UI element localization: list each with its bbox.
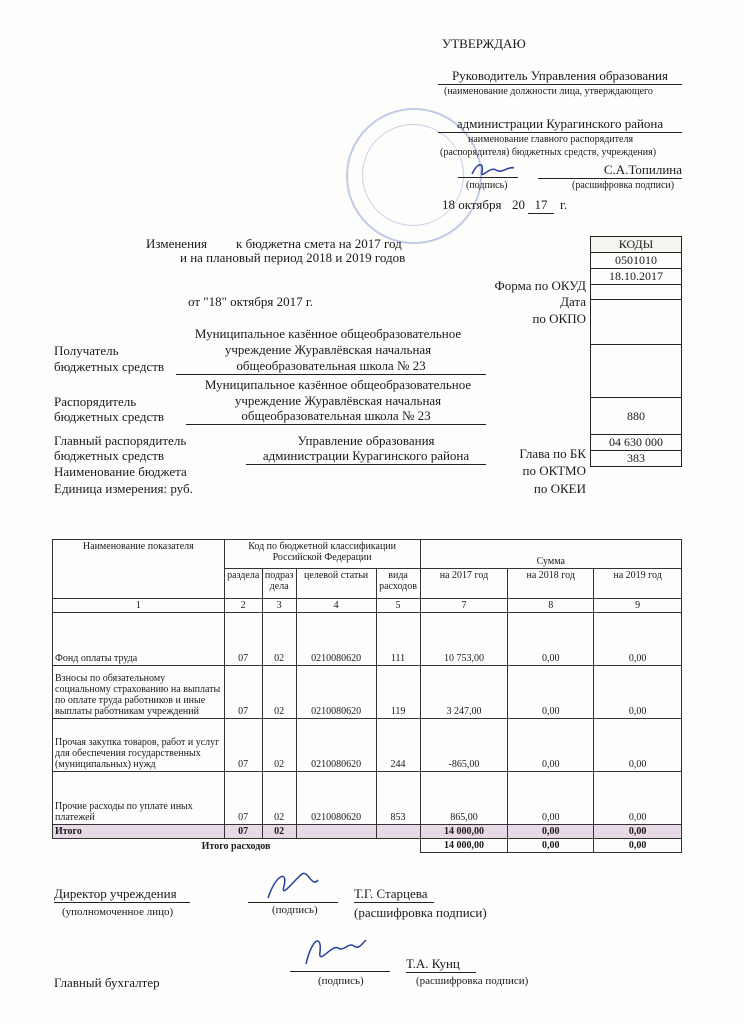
approval-date-day: 18 октября — [442, 197, 502, 212]
itogo-2017: 14 000,00 — [420, 825, 508, 839]
total-2018: 0,00 — [508, 839, 594, 853]
approval-signature-hint: (подпись) — [466, 180, 508, 191]
unit-label: Единица измерения: руб. — [54, 481, 193, 496]
row-target: 0210080620 — [296, 666, 376, 719]
glava-value: 880 — [591, 398, 682, 435]
approval-date-year-prefix: 20 — [512, 197, 525, 212]
row-2019: 0,00 — [594, 719, 682, 772]
row-2017: 865,00 — [420, 772, 508, 825]
accountant-label: Главный бухгалтер — [54, 975, 160, 990]
row-name: Фонд оплаты труда — [53, 613, 225, 666]
row-2019: 0,00 — [594, 772, 682, 825]
okud-value: 0501010 — [591, 253, 682, 269]
column-number: 8 — [508, 599, 594, 613]
row-name: Прочие расходы по уплате иных платежей — [53, 772, 225, 825]
row-name: Прочая закупка товаров, работ и услуг для обеспечения государственных (муниципальных) нужд — [53, 719, 225, 772]
director-sign-hint: (подпись) — [272, 904, 318, 916]
row-vid: 111 — [376, 613, 420, 666]
row-razdel: 07 — [224, 719, 262, 772]
approval-org-hint-2: (распорядителя) бюджетных средств, учреждения) — [440, 147, 657, 158]
codes-header: КОДЫ — [591, 237, 682, 253]
row-target: 0210080620 — [296, 772, 376, 825]
recipient-code — [591, 300, 682, 345]
itogo-target — [296, 825, 376, 839]
total-2019: 0,00 — [594, 839, 682, 853]
total-row — [53, 839, 682, 853]
accountant-sign-hint: (подпись) — [318, 975, 364, 987]
doc-date: от "18" октября 2017 г. — [188, 294, 313, 309]
header-vid: вида расходов — [376, 569, 420, 599]
row-podrazdel: 02 — [262, 719, 296, 772]
table-row — [53, 772, 682, 825]
header-podrazdel: подраз дела — [262, 569, 296, 599]
okud-label: Форма по ОКУД — [494, 278, 586, 293]
approval-position-hint: (наименование должности лица, утверждающего — [444, 86, 653, 97]
date-label: Дата — [560, 294, 586, 309]
budget-table — [52, 539, 682, 853]
row-podrazdel: 02 — [262, 772, 296, 825]
row-2018: 0,00 — [508, 719, 594, 772]
okei-value: 383 — [591, 451, 682, 467]
approval-title: УТВЕРЖДАЮ — [442, 36, 526, 51]
header-2019: на 2019 год — [594, 569, 682, 599]
row-2018: 0,00 — [508, 772, 594, 825]
main-line-1: Управление образования — [297, 433, 435, 448]
header-name: Наименование показателя — [53, 540, 225, 599]
header-sum: Сумма — [420, 540, 681, 569]
row-target: 0210080620 — [296, 613, 376, 666]
director-name-hint: (расшифровка подписи) — [354, 905, 487, 920]
approval-signer: С.А.Топилина — [538, 162, 682, 179]
itogo-razdel: 07 — [224, 825, 262, 839]
accountant-name: Т.А. Кунц — [406, 956, 476, 973]
recipient-line-3: общеобразовательная школа № 23 — [176, 358, 486, 375]
row-razdel: 07 — [224, 613, 262, 666]
oktmo-value: 04 630 000 — [591, 435, 682, 451]
recipient-line-2: учреждение Журавлёвская начальная — [224, 342, 432, 357]
approval-org-hint-1: наименование главного распорядителя — [468, 134, 634, 145]
table-row — [53, 666, 682, 719]
main-label-1: Главный распорядитель — [54, 433, 187, 448]
okpo-label: по ОКПО — [532, 311, 586, 326]
column-number: 4 — [296, 599, 376, 613]
table-row — [53, 719, 682, 772]
distributor-label-1: Распорядитель — [54, 394, 137, 409]
distributor-line-1: Муниципальное казённое общеобразовательное — [204, 377, 472, 392]
total-2017: 14 000,00 — [420, 839, 508, 853]
itogo-name: Итого — [53, 825, 225, 839]
main-line-2: администрации Курагинского района — [246, 448, 486, 465]
row-vid: 244 — [376, 719, 420, 772]
approval-position: Руководитель Управления образования — [438, 68, 682, 85]
column-number: 7 — [420, 599, 508, 613]
row-2017: -865,00 — [420, 719, 508, 772]
approval-signature — [468, 160, 518, 182]
approval-signer-hint: (расшифровка подписи) — [572, 180, 675, 191]
header-2017: на 2017 год — [420, 569, 508, 599]
row-2017: 3 247,00 — [420, 666, 508, 719]
column-number-row — [53, 599, 682, 613]
accountant-signature — [302, 930, 368, 972]
table-row — [53, 613, 682, 666]
recipient-label-2: бюджетных средств — [54, 359, 165, 374]
doc-title-b: к бюджетна смета на 2017 год — [236, 236, 402, 251]
director-signature — [262, 868, 322, 904]
recipient-line-1: Муниципальное казённое общеобразовательное — [194, 326, 462, 341]
itogo-vid — [376, 825, 420, 839]
doc-title-a: Изменения — [146, 236, 207, 251]
row-vid: 853 — [376, 772, 420, 825]
accountant-name-hint: (расшифровка подписи) — [416, 975, 529, 987]
column-number: 9 — [594, 599, 682, 613]
row-razdel: 07 — [224, 666, 262, 719]
row-podrazdel: 02 — [262, 613, 296, 666]
column-number: 2 — [224, 599, 262, 613]
row-2019: 0,00 — [594, 613, 682, 666]
total-name: Итого расходов — [53, 839, 421, 853]
distributor-line-2: учреждение Журавлёвская начальная — [234, 393, 442, 408]
itogo-row — [53, 825, 682, 839]
distributor-label-2: бюджетных средств — [54, 409, 165, 424]
okpo-value — [591, 285, 682, 300]
row-2019: 0,00 — [594, 666, 682, 719]
row-2018: 0,00 — [508, 666, 594, 719]
row-2017: 10 753,00 — [420, 613, 508, 666]
doc-title-period: и на плановый период 2018 и 2019 годов — [180, 250, 406, 265]
row-2018: 0,00 — [508, 613, 594, 666]
main-label-2: бюджетных средств — [54, 448, 165, 463]
date-value: 18.10.2017 — [591, 269, 682, 285]
glava-label: Глава по БК — [519, 446, 586, 461]
codes-box — [590, 236, 682, 467]
itogo-podrazdel: 02 — [262, 825, 296, 839]
recipient-label-1: Получатель — [54, 343, 119, 358]
header-code: Код по бюджетной классификации Российской Федерации — [224, 540, 420, 569]
director-label: Директор учреждения — [54, 886, 190, 903]
column-number: 5 — [376, 599, 420, 613]
itogo-2019: 0,00 — [594, 825, 682, 839]
oktmo-label: по ОКТМО — [522, 463, 586, 478]
director-hint: (уполномоченное лицо) — [62, 906, 174, 918]
budget-label: Наименование бюджета — [54, 464, 187, 479]
column-number: 3 — [262, 599, 296, 613]
approval-organization: администрации Курагинского района — [438, 116, 682, 133]
row-vid: 119 — [376, 666, 420, 719]
row-razdel: 07 — [224, 772, 262, 825]
header-razdel: раздела — [224, 569, 262, 599]
column-number: 1 — [53, 599, 225, 613]
header-target: целевой статьи — [296, 569, 376, 599]
row-target: 0210080620 — [296, 719, 376, 772]
row-name: Взносы по обязательному социальному страхованию на выплаты по оплате труда работников и иные выплаты работникам учреждений — [53, 666, 225, 719]
distributor-code — [591, 345, 682, 398]
header-2018: на 2018 год — [508, 569, 594, 599]
distributor-line-3: общеобразовательная школа № 23 — [186, 408, 486, 425]
itogo-2018: 0,00 — [508, 825, 594, 839]
okei-label: по ОКЕИ — [533, 481, 586, 496]
director-name: Т.Г. Старцева — [354, 886, 434, 903]
approval-date-suffix: г. — [560, 197, 568, 212]
approval-date-year: 17 — [528, 197, 554, 214]
row-podrazdel: 02 — [262, 666, 296, 719]
